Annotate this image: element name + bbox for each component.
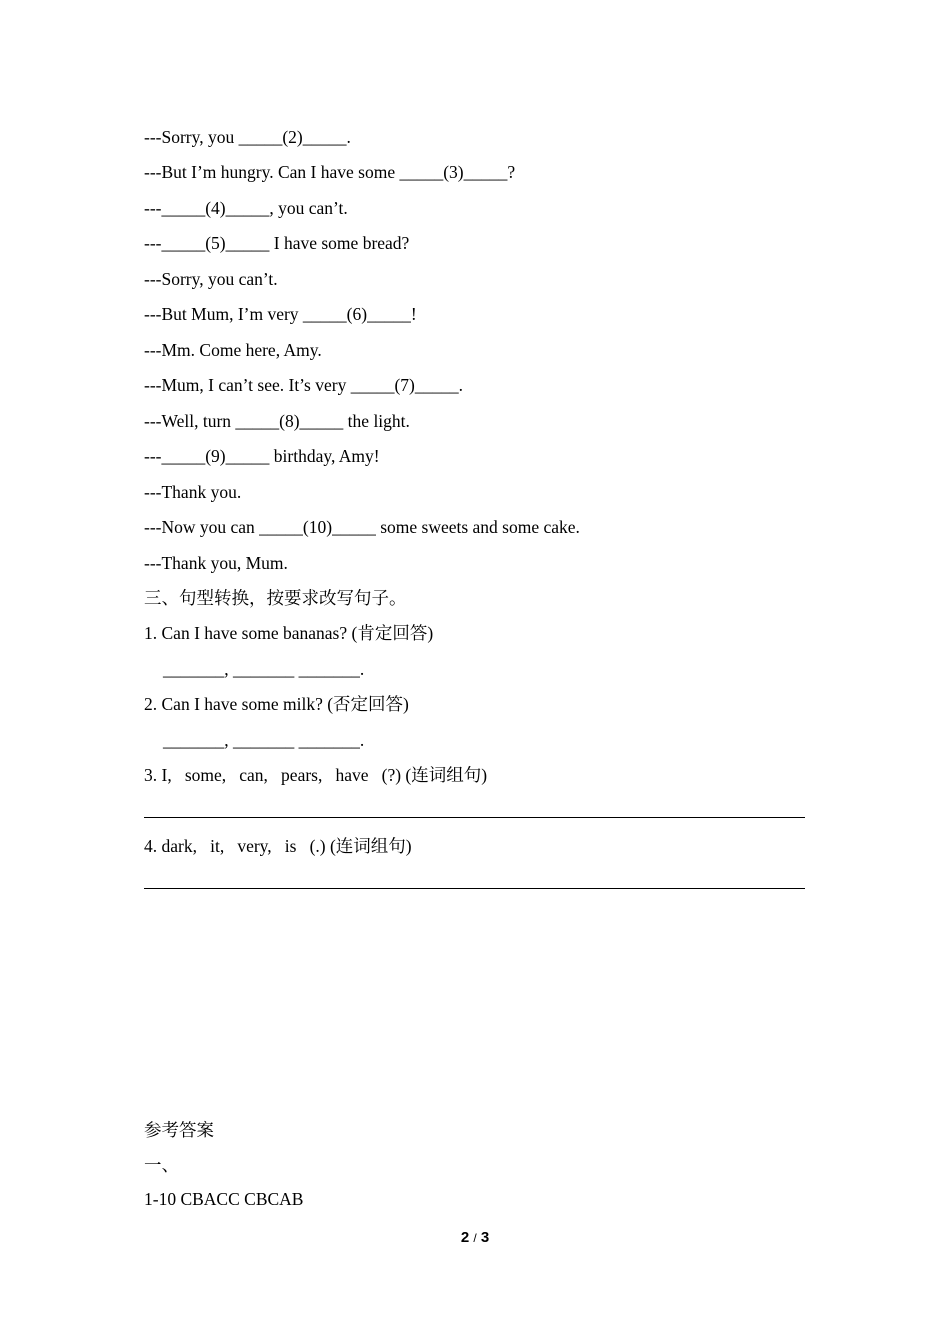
question-4: 4. dark, it, very, is (.) (连词组句)	[144, 836, 412, 856]
question-4-answer-line	[144, 888, 805, 889]
dialogue-line-8: ---Mm. Come here, Amy.	[144, 340, 322, 360]
dialogue-line-3: ---But I’m hungry. Can I have some _____(3)_____?	[144, 162, 516, 182]
dialogue-line-12: ---Thank you.	[144, 482, 242, 502]
answers-title: 参考答案	[144, 1120, 214, 1140]
dialogue-line-4: ---_____(4)_____, you can’t.	[144, 198, 348, 218]
answers-section-1: 一、	[144, 1155, 179, 1175]
page-current: 2	[460, 1229, 470, 1246]
page-number	[0, 1229, 950, 1246]
dialogue-line-11: ---_____(9)_____ birthday, Amy!	[144, 446, 380, 466]
section3-heading: 三、句型转换，按要求改写句子。	[144, 588, 407, 608]
dialogue-line-7: ---But Mum, I’m very _____(6)_____!	[144, 304, 417, 324]
page-total: 3	[480, 1229, 490, 1246]
dialogue-line-10: ---Well, turn _____(8)_____ the light.	[144, 411, 410, 431]
question-2-answer-blanks: _______, _______ _______.	[163, 730, 365, 750]
question-3: 3. I, some, can, pears, have (?) (连词组句)	[144, 765, 488, 785]
question-1-answer-blanks: _______, _______ _______.	[163, 659, 365, 679]
dialogue-line-6: ---Sorry, you can’t.	[144, 269, 278, 289]
question-1: 1. Can I have some bananas? (肯定回答)	[144, 623, 434, 643]
dialogue-line-9: ---Mum, I can’t see. It’s very _____(7)_____.	[144, 375, 463, 395]
page-separator: /	[473, 1231, 477, 1245]
dialogue-line-5: ---_____(5)_____ I have some bread?	[144, 233, 410, 253]
dialogue-line-13: ---Now you can _____(10)_____ some sweets and some cake.	[144, 517, 580, 537]
answers-line-1: 1-10 CBACC CBCAB	[144, 1189, 304, 1209]
question-2: 2. Can I have some milk? (否定回答)	[144, 694, 409, 714]
dialogue-line-2: ---Sorry, you _____(2)_____.	[144, 127, 351, 147]
dialogue-line-14: ---Thank you, Mum.	[144, 553, 288, 573]
question-3-answer-line	[144, 817, 805, 818]
